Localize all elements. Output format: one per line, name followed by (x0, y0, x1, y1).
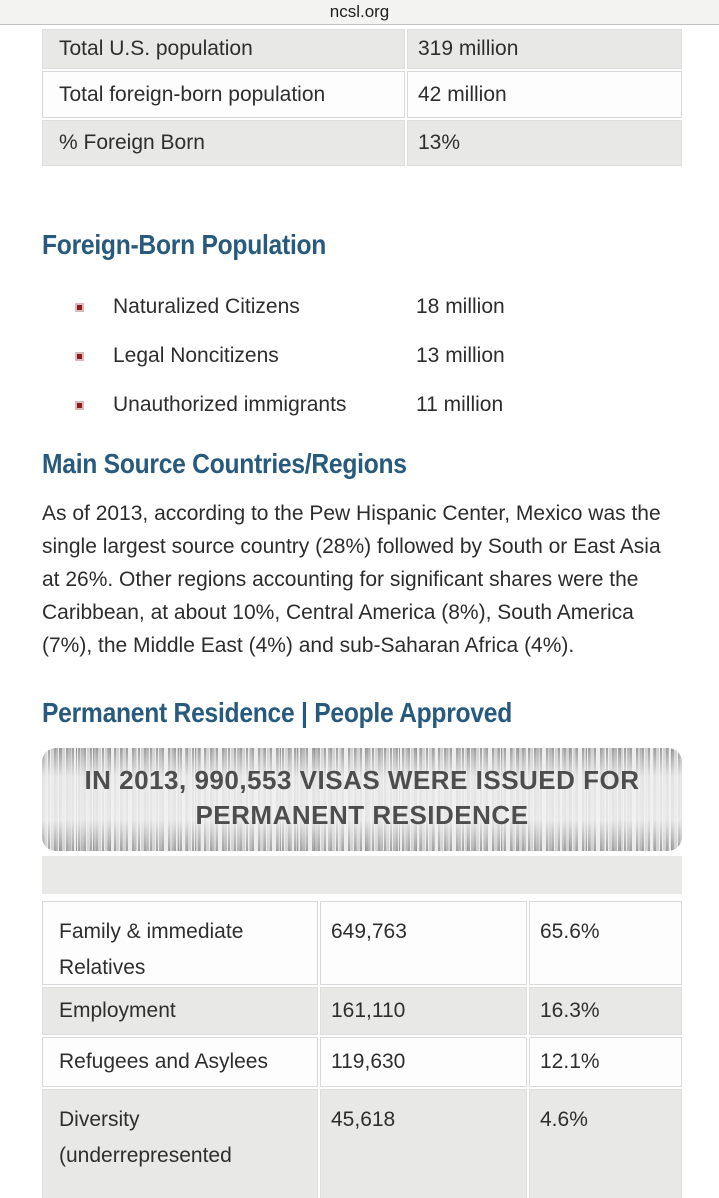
table-cell-count: 45,618 (320, 1089, 527, 1198)
section-heading-permanent-residence (42, 698, 682, 728)
list-item-label: Naturalized Citizens (113, 295, 300, 318)
square-bullet-icon (75, 303, 84, 312)
table-cell-percent: 4.6% (529, 1089, 682, 1198)
population-table (42, 29, 682, 166)
list-item-value: 18 million (416, 295, 505, 318)
table-cell-value: 13% (407, 120, 682, 166)
table-cell-category: Refugees and Asylees (42, 1037, 318, 1087)
banner-footer-strip (42, 856, 682, 894)
list-item (42, 391, 682, 419)
list-item-value: 11 million (416, 393, 504, 416)
table-cell-label: Total U.S. population (42, 29, 405, 69)
table-cell-category: Employment (42, 987, 318, 1035)
square-bullet-icon (75, 401, 84, 410)
table-cell-percent: 16.3% (529, 987, 682, 1035)
table-cell-value: 319 million (407, 29, 682, 69)
square-bullet-icon (75, 352, 84, 361)
table-cell-category: Diversity (underrepresented (42, 1089, 318, 1198)
table-cell-value: 42 million (407, 71, 682, 118)
list-item-label: Unauthorized immigrants (113, 393, 347, 416)
banner-text: IN 2013, 990,553 VISAS WERE ISSUED FOR PERMANENT RESIDENCE (84, 765, 640, 830)
list-item-value: 13 million (416, 344, 505, 367)
approvals-table (42, 901, 682, 1198)
table-cell-percent: 65.6% (529, 901, 682, 985)
heading-text: Foreign-Born Population (42, 229, 327, 260)
list-item-label: Legal Noncitizens (113, 344, 279, 367)
heading-text: Main Source Countries/Regions (42, 448, 407, 479)
table-cell-label: Total foreign-born population (42, 71, 405, 118)
table-cell-label: % Foreign Born (42, 120, 405, 166)
list-item (42, 293, 682, 321)
main-sources-paragraph: As of 2013, according to the Pew Hispanic Center, Mexico was the single largest source country (28%) followed by South or East Asia at 26%. Other regions accounting for significant shares were the Caribbean, at about 10%, Central America (8%), South America (7%), the Middle East (4%) and sub-Saharan Africa (4%). (42, 502, 661, 657)
section-heading-main-sources (42, 449, 682, 479)
table-cell-percent: 12.1% (529, 1037, 682, 1087)
table-cell-category: Family & immediate Relatives (42, 901, 318, 985)
table-cell-count: 649,763 (320, 901, 527, 985)
visa-barcode-banner (42, 748, 682, 851)
table-cell-count: 161,110 (320, 987, 527, 1035)
url-text: ncsl.org (329, 2, 390, 21)
browser-url-bar[interactable] (0, 0, 719, 25)
table-cell-count: 119,630 (320, 1037, 527, 1087)
page-content (0, 25, 719, 1198)
list-item (42, 342, 682, 370)
foreign-born-list (42, 293, 682, 419)
section-heading-foreign-born (42, 230, 682, 260)
heading-text: Permanent Residence | People Approved (42, 697, 513, 728)
